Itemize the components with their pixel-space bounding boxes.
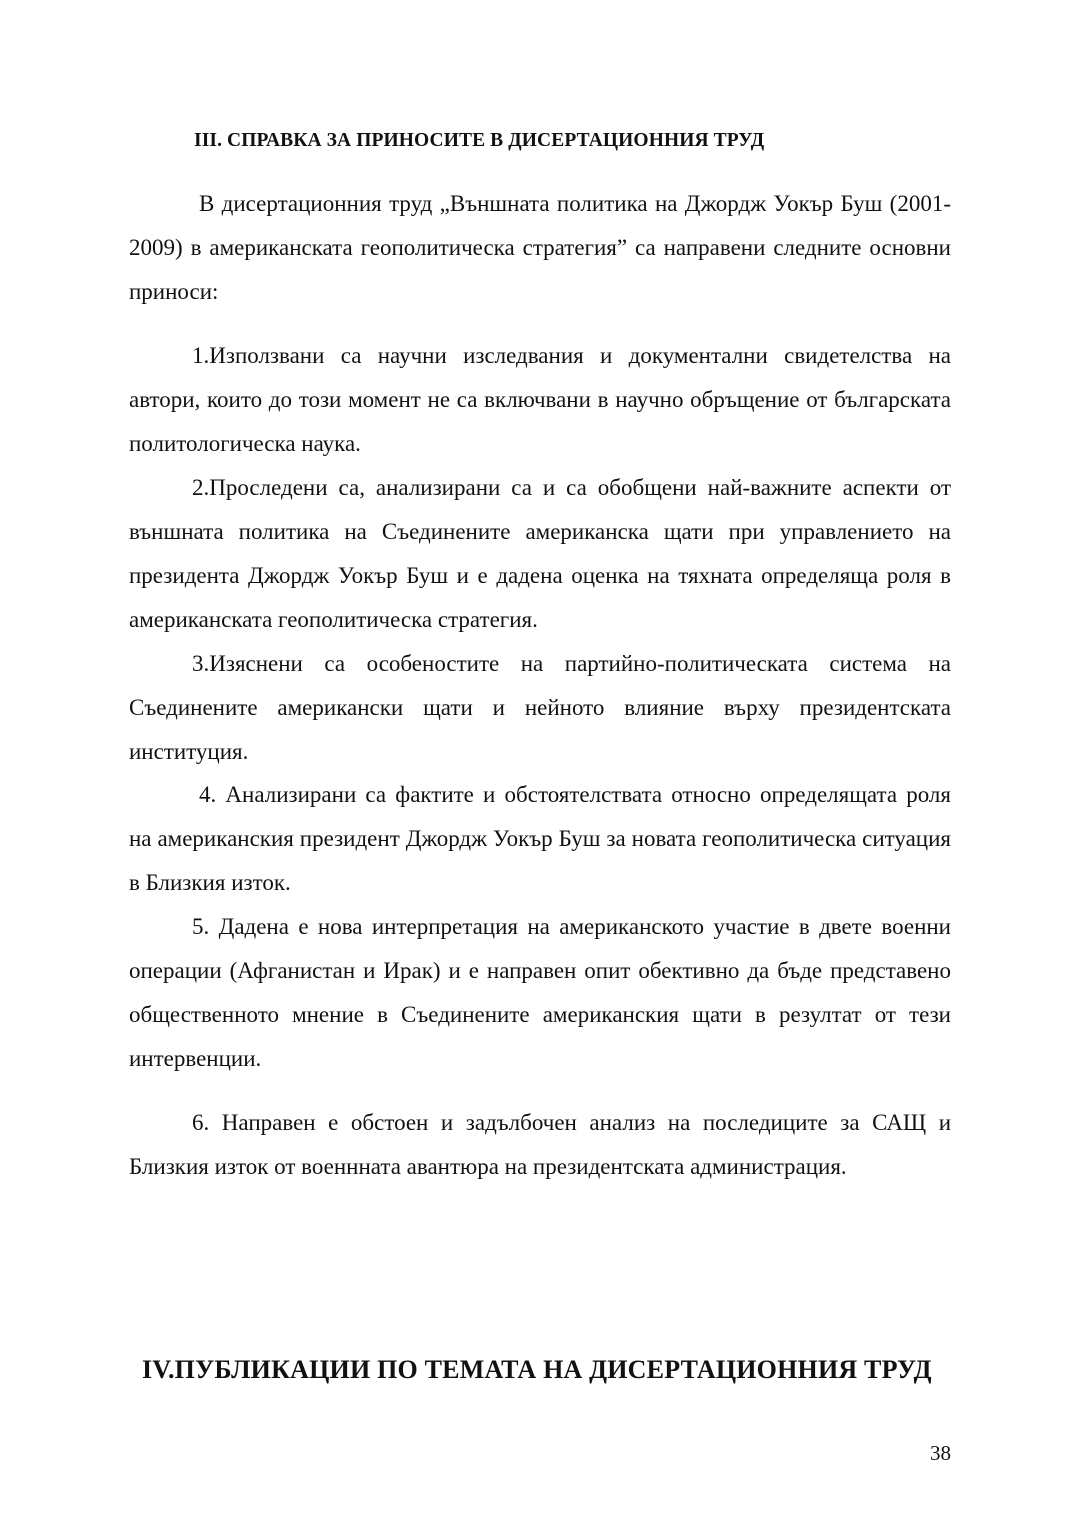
- section-3-heading: III. СПРАВКА ЗА ПРИНОСИТЕ В ДИСЕРТАЦИОННИЯ ТРУД: [194, 130, 765, 151]
- contribution-3: 3.Изяснени са особеностите на партийно-политическата система на Съединените американски щати и нейното влияние върху президентската институция.: [129, 651, 951, 764]
- section-4-heading: IV.ПУБЛИКАЦИИ ПО ТЕМАТА НА ДИСЕРТАЦИОННИЯ ТРУД: [142, 1355, 932, 1384]
- intro-paragraph: В дисертационния труд „Външната политика на Джордж Уокър Буш (2001-2009) в американската геополитическа стратегия” са направени следните основни приноси:: [129, 191, 951, 304]
- contribution-1: 1.Използвани са научни изследвания и документални свидетелства на автори, които до този момент не са включвани в научно обръщение от българската политологическа наука.: [129, 343, 951, 456]
- contribution-2: 2.Проследени са, анализирани са и са обобщени най-важните аспекти от външната политика на Съединените американска щати при управлението на президента Джордж Уокър Буш и е дадена оценка на тяхната определяща роля в американската геополитическа стратегия.: [129, 475, 951, 632]
- contribution-6: 6. Направен е обстоен и задълбочен анализ на последиците за САЩ и Близкия изток от военнната авантюра на президентската администрация.: [129, 1110, 951, 1179]
- contribution-5: 5. Дадена е нова интерпретация на американското участие в двете военни операции (Афганистан и Ирак) и е направен опит обективно да бъде представено общественното мнение в Съединените американския щати в резултат от тези интервенции.: [129, 914, 951, 1071]
- page-number: 38: [930, 1441, 951, 1465]
- contribution-4: 4. Анализирани са фактите и обстоятелствата относно определящата роля на американския президент Джордж Уокър Буш за новата геополитическа ситуация в Близкия изток.: [129, 782, 951, 895]
